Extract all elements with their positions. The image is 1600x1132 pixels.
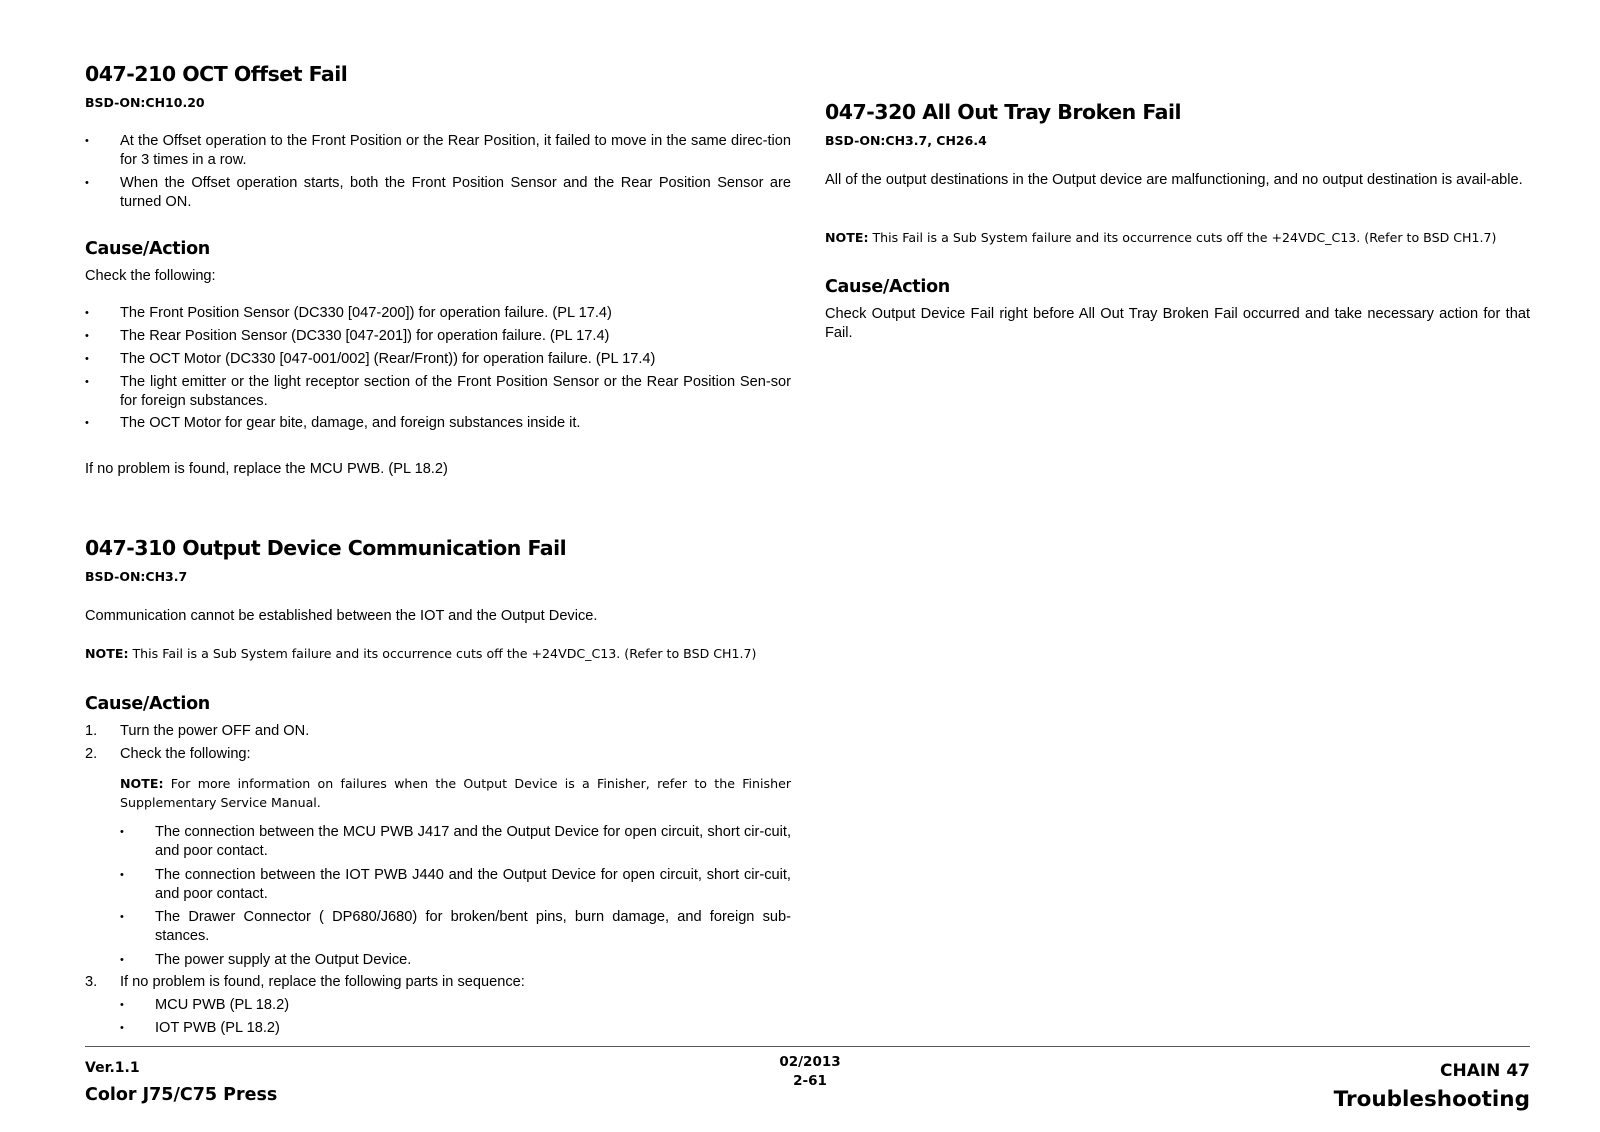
section-title-047-310: 047-310 Output Device Communication Fail: [85, 536, 567, 560]
step-text: Check the following:: [120, 746, 251, 762]
bsd-reference: BSD-ON:CH3.7, CH26.4: [825, 133, 987, 148]
footer-section: Troubleshooting: [1333, 1087, 1530, 1112]
section-title-047-210: 047-210 OCT Offset Fail: [85, 62, 348, 86]
step-number: 1.: [85, 723, 98, 739]
bullet-icon: •: [120, 954, 124, 966]
step-text: If no problem is found, replace the following parts in sequence:: [120, 974, 525, 990]
note-label: NOTE:: [85, 646, 129, 661]
footer-divider: [85, 1046, 1530, 1047]
bullet-icon: •: [85, 376, 89, 388]
note-label: NOTE:: [825, 230, 869, 245]
step-number: 2.: [85, 746, 98, 762]
cause-action-heading: Cause/Action: [85, 694, 210, 714]
list-item-text: IOT PWB (PL 18.2): [155, 1020, 280, 1036]
note-text: For more information on failures when the Output Device is a Finisher, refer to the Finisher Supplementary Service Manual.: [120, 776, 791, 810]
check-intro: Check the following:: [85, 268, 216, 284]
note: [825, 228, 1530, 247]
list-item-text: The Drawer Connector ( DP680/J680) for broken/bent pins, burn damage, and foreign sub-stances.: [155, 909, 791, 944]
bullet-icon: •: [85, 353, 89, 365]
note-text: This Fail is a Sub System failure and its occurrence cuts off the +24VDC_C13. (Refer to BSD CH1.7): [128, 646, 757, 661]
list-item-text: The Rear Position Sensor (DC330 [047-201]) for operation failure. (PL 17.4): [120, 328, 610, 344]
list-item-text: The Front Position Sensor (DC330 [047-200]) for operation failure. (PL 17.4): [120, 305, 612, 321]
section-description: Communication cannot be established between the IOT and the Output Device.: [85, 608, 598, 624]
bullet-icon: •: [85, 135, 89, 147]
note: [85, 644, 791, 663]
footer-page-number: 2-61: [793, 1073, 827, 1089]
section-description: All of the output destinations in the Output device are malfunctioning, and no output destination is avail-able.: [825, 172, 1523, 188]
list-item-text: MCU PWB (PL 18.2): [155, 997, 290, 1013]
bullet-icon: •: [85, 177, 89, 189]
note-label: NOTE:: [120, 776, 164, 791]
bullet-icon: •: [120, 826, 124, 838]
bullet-icon: •: [120, 999, 124, 1011]
bsd-reference: BSD-ON:CH10.20: [85, 95, 205, 110]
bullet-icon: •: [120, 869, 124, 881]
list-item-text: When the Offset operation starts, both the Front Position Sensor and the Rear Position Sensor are turned ON.: [120, 175, 791, 210]
bullet-icon: •: [120, 911, 124, 923]
cause-action-heading: Cause/Action: [825, 277, 950, 297]
note-text: This Fail is a Sub System failure and its occurrence cuts off the +24VDC_C13. (Refer to BSD CH1.7): [868, 230, 1497, 245]
footer-version: Ver.1.1: [85, 1060, 140, 1076]
bullet-icon: •: [85, 330, 89, 342]
cause-action-heading: Cause/Action: [85, 239, 210, 259]
step-text: Turn the power OFF and ON.: [120, 723, 310, 739]
note: [120, 774, 791, 812]
step-number: 3.: [85, 974, 98, 990]
list-item-text: The connection between the MCU PWB J417 and the Output Device for open circuit, short cir-cuit, and poor contact.: [155, 824, 791, 859]
list-item-text: The OCT Motor (DC330 [047-001/002] (Rear/Front)) for operation failure. (PL 17.4): [120, 351, 656, 367]
list-item-text: At the Offset operation to the Front Position or the Rear Position, it failed to move in the same direc-tion for 3 times in a row.: [120, 133, 791, 168]
bullet-icon: •: [120, 1022, 124, 1034]
action-text: Check Output Device Fail right before All Out Tray Broken Fail occurred and take necessary action for that Fail.: [825, 306, 1530, 341]
footer-date: 02/2013: [779, 1054, 841, 1070]
list-item-text: The power supply at the Output Device.: [155, 952, 412, 968]
list-item-text: The light emitter or the light receptor section of the Front Position Sensor or the Rear Position Sen-sor for foreign substances.: [120, 374, 791, 409]
bullet-icon: •: [85, 417, 89, 429]
section-title-047-320: 047-320 All Out Tray Broken Fail: [825, 100, 1182, 124]
bsd-reference: BSD-ON:CH3.7: [85, 569, 188, 584]
footer-product: Color J75/C75 Press: [85, 1085, 278, 1105]
list-item-text: The connection between the IOT PWB J440 and the Output Device for open circuit, short cir-cuit, and poor contact.: [155, 867, 791, 902]
footer-chain: CHAIN 47: [1440, 1061, 1530, 1081]
list-item-text: The OCT Motor for gear bite, damage, and foreign substances inside it.: [120, 415, 581, 431]
bullet-icon: •: [85, 307, 89, 319]
final-action: If no problem is found, replace the MCU PWB. (PL 18.2): [85, 461, 448, 477]
